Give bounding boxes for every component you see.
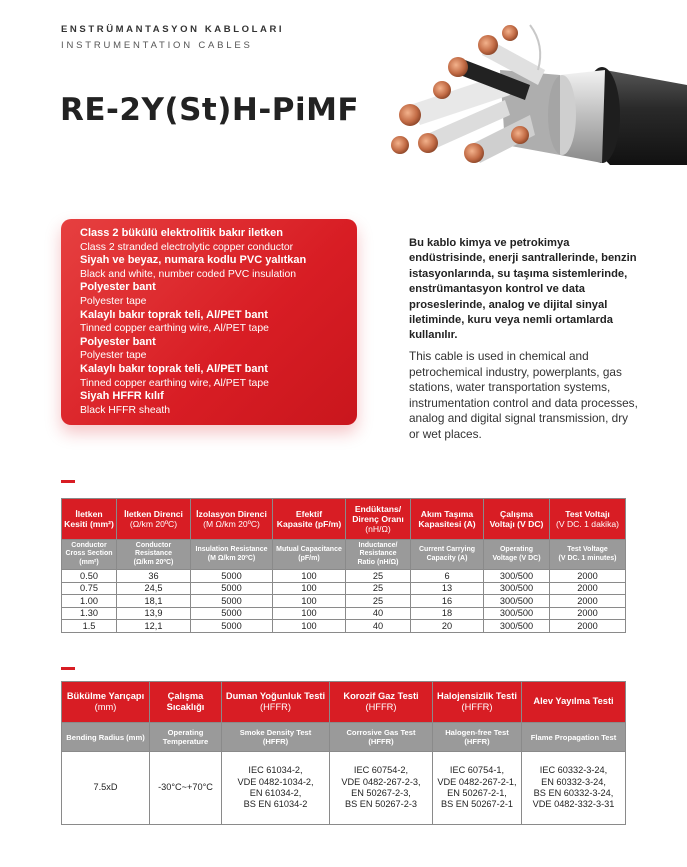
table-cell: 40 [346, 620, 411, 633]
table-cell: 6 [411, 570, 484, 583]
col-header: Duman Yoğunluk Testi (HFFR) [222, 682, 330, 723]
table-cell: 18,1 [117, 595, 191, 608]
table-cell: 100 [273, 620, 346, 633]
table-cell: 100 [273, 582, 346, 595]
table-cell: 300/500 [484, 582, 550, 595]
bending-radius-cell: 7.5xD [62, 752, 150, 825]
header-row-en [62, 723, 626, 752]
table-cell: 5000 [191, 607, 273, 620]
table-cell: 13 [411, 582, 484, 595]
construction-item-en: Polyester tape [80, 295, 147, 307]
col-header: Akım Taşıma Kapasitesi (A) [411, 499, 484, 540]
col-subheader: Insulation Resistance (M Ω/km 20ºC) [191, 540, 273, 570]
table-cell: 0.50 [62, 570, 117, 583]
table-cell: 5000 [191, 595, 273, 608]
table-cell: 5000 [191, 582, 273, 595]
col-subheader: Halogen-free Test (HFFR) [433, 723, 522, 752]
table-cell: 40 [346, 607, 411, 620]
table-row [62, 582, 626, 595]
category-title-tr: ENSTRÜMANTASYON KABLOLARI [61, 24, 285, 35]
header-row-tr [62, 499, 626, 540]
construction-item-en: Class 2 stranded electrolytic copper conductor [80, 241, 294, 253]
table-cell: 100 [273, 595, 346, 608]
col-header: Halojensizlik Testi (HFFR) [433, 682, 522, 723]
construction-item-en: Black HFFR sheath [80, 404, 171, 416]
tests-table [61, 681, 626, 825]
col-subheader: Smoke Density Test (HFFR) [222, 723, 330, 752]
col-subheader: Bending Radius (mm) [62, 723, 150, 752]
col-header: Test Voltajı (V DC. 1 dakika) [550, 499, 626, 540]
table-cell: 13,9 [117, 607, 191, 620]
col-header: Çalışma Voltajı (V DC) [484, 499, 550, 540]
flame-test-cell: IEC 60332-3-24, EN 60332-3-24, BS EN 60332-3-24, VDE 0482-332-3-31 [522, 752, 626, 825]
col-subheader: Mutual Capacitance (pF/m) [273, 540, 346, 570]
construction-item-tr: Siyah ve beyaz, numara kodlu PVC yalıtkan [80, 254, 307, 267]
col-header: Bükülme Yarıçapı (mm) [62, 682, 150, 723]
col-header: Efektif Kapasite (pF/m) [273, 499, 346, 540]
construction-item-tr: Siyah HFFR kılıf [80, 390, 164, 403]
construction-item-tr: Kalaylı bakır toprak teli, Al/PET bant [80, 308, 268, 321]
table-cell: 2000 [550, 620, 626, 633]
col-subheader: Corrosive Gas Test (HFFR) [330, 723, 433, 752]
col-header: Alev Yayılma Testi [522, 682, 626, 723]
table-cell: 100 [273, 570, 346, 583]
construction-item-tr: Kalaylı bakır toprak teli, Al/PET bant [80, 362, 268, 375]
table-cell: 5000 [191, 570, 273, 583]
col-subheader: Operating Temperature [150, 723, 222, 752]
col-subheader: Inductance/ Resistance Ratio (nH/Ω) [346, 540, 411, 570]
col-header: Çalışma Sıcaklığı [150, 682, 222, 723]
table-cell: 300/500 [484, 595, 550, 608]
table-cell: 5000 [191, 620, 273, 633]
table-cell: 300/500 [484, 607, 550, 620]
table-cell: 18 [411, 607, 484, 620]
table-cell: 2000 [550, 595, 626, 608]
col-subheader: Test Voltage (V DC. 1 minutes) [550, 540, 626, 570]
cable-illustration [370, 15, 687, 165]
table-cell: 20 [411, 620, 484, 633]
construction-item-en: Tinned copper earthing wire, Al/PET tape [80, 323, 269, 335]
table-cell: 1.30 [62, 607, 117, 620]
table-cell: 300/500 [484, 570, 550, 583]
col-subheader: Conductor Cross Section (mm²) [62, 540, 117, 570]
col-subheader: Operating Voltage (V DC) [484, 540, 550, 570]
table-cell: 25 [346, 595, 411, 608]
col-header: Endüktans/ Direnç Oranı (nH/Ω) [346, 499, 411, 540]
table-cell: 2000 [550, 570, 626, 583]
temperature-cell: -30°C~+70°C [150, 752, 222, 825]
table-cell: 36 [117, 570, 191, 583]
table-cell: 1.5 [62, 620, 117, 633]
table-cell: 12,1 [117, 620, 191, 633]
construction-list [61, 219, 357, 425]
description-en: This cable is used in chemical and petrochemical industry, powerplants, gas stations, water transportation systems, instrumentation control and data processes, analog and digital signal transmission, dry or wet places. [409, 349, 638, 441]
table-row [62, 570, 626, 583]
col-header: İletken Kesiti (mm²) [62, 499, 117, 540]
construction-item-en: Tinned copper earthing wire, Al/PET tape [80, 377, 269, 389]
construction-item-en: Polyester tape [80, 350, 147, 362]
product-title: RE-2Y(St)H-PiMF [60, 92, 360, 128]
col-header: Korozif Gaz Testi (HFFR) [330, 682, 433, 723]
table-cell: 100 [273, 607, 346, 620]
table-row [62, 620, 626, 633]
construction-item-tr: Class 2 bükülü elektrolitik bakır iletken [80, 227, 283, 239]
table-row [62, 595, 626, 608]
construction-item-en: Black and white, number coded PVC insulation [80, 268, 297, 280]
table-cell: 0.75 [62, 582, 117, 595]
table-cell: 25 [346, 570, 411, 583]
col-subheader: Conductor Resistance (Ω/km 20ºC) [117, 540, 191, 570]
table-cell: 2000 [550, 607, 626, 620]
halogen-test-cell: IEC 60754-1, VDE 0482-267-2-1, EN 50267-2-1, BS EN 50267-2-1 [433, 752, 522, 825]
table-row [62, 607, 626, 620]
section-marker [61, 480, 75, 483]
table-row [62, 752, 626, 825]
col-header: İzolasyon Direnci (M Ω/km 20ºC) [191, 499, 273, 540]
table-cell: 2000 [550, 582, 626, 595]
col-subheader: Current Carrying Capacity (A) [411, 540, 484, 570]
col-subheader: Flame Propagation Test [522, 723, 626, 752]
construction-item-tr: Polyester bant [80, 281, 156, 294]
table-cell: 1.00 [62, 595, 117, 608]
table-cell: 16 [411, 595, 484, 608]
description-tr: Bu kablo kimya ve petrokimya endüstrisinde, enerji santrallerinde, benzin istasyonlarında, su taşıma sistemlerinde, enstrümantasyon kontrol ve data proseslerinde, analog ve dijital sinyal iletiminde, kuru veya nemli ortamlarda kullanılır. [409, 237, 637, 342]
smoke-test-cell: IEC 61034-2, VDE 0482-1034-2, EN 61034-2, BS EN 61034-2 [222, 752, 330, 825]
header-row-tr [62, 682, 626, 723]
table-cell: 300/500 [484, 620, 550, 633]
table-cell: 24,5 [117, 582, 191, 595]
electrical-table [61, 498, 626, 633]
construction-item-tr: Polyester bant [80, 335, 156, 348]
col-header: İletken Direnci (Ω/km 20ºC) [117, 499, 191, 540]
header-row-en [62, 540, 626, 570]
corrosive-test-cell: IEC 60754-2, VDE 0482-267-2-3, EN 50267-2-3, BS EN 50267-2-3 [330, 752, 433, 825]
category-title-en: INSTRUMENTATION CABLES [61, 40, 253, 51]
table-cell: 25 [346, 582, 411, 595]
section-marker [61, 667, 75, 670]
